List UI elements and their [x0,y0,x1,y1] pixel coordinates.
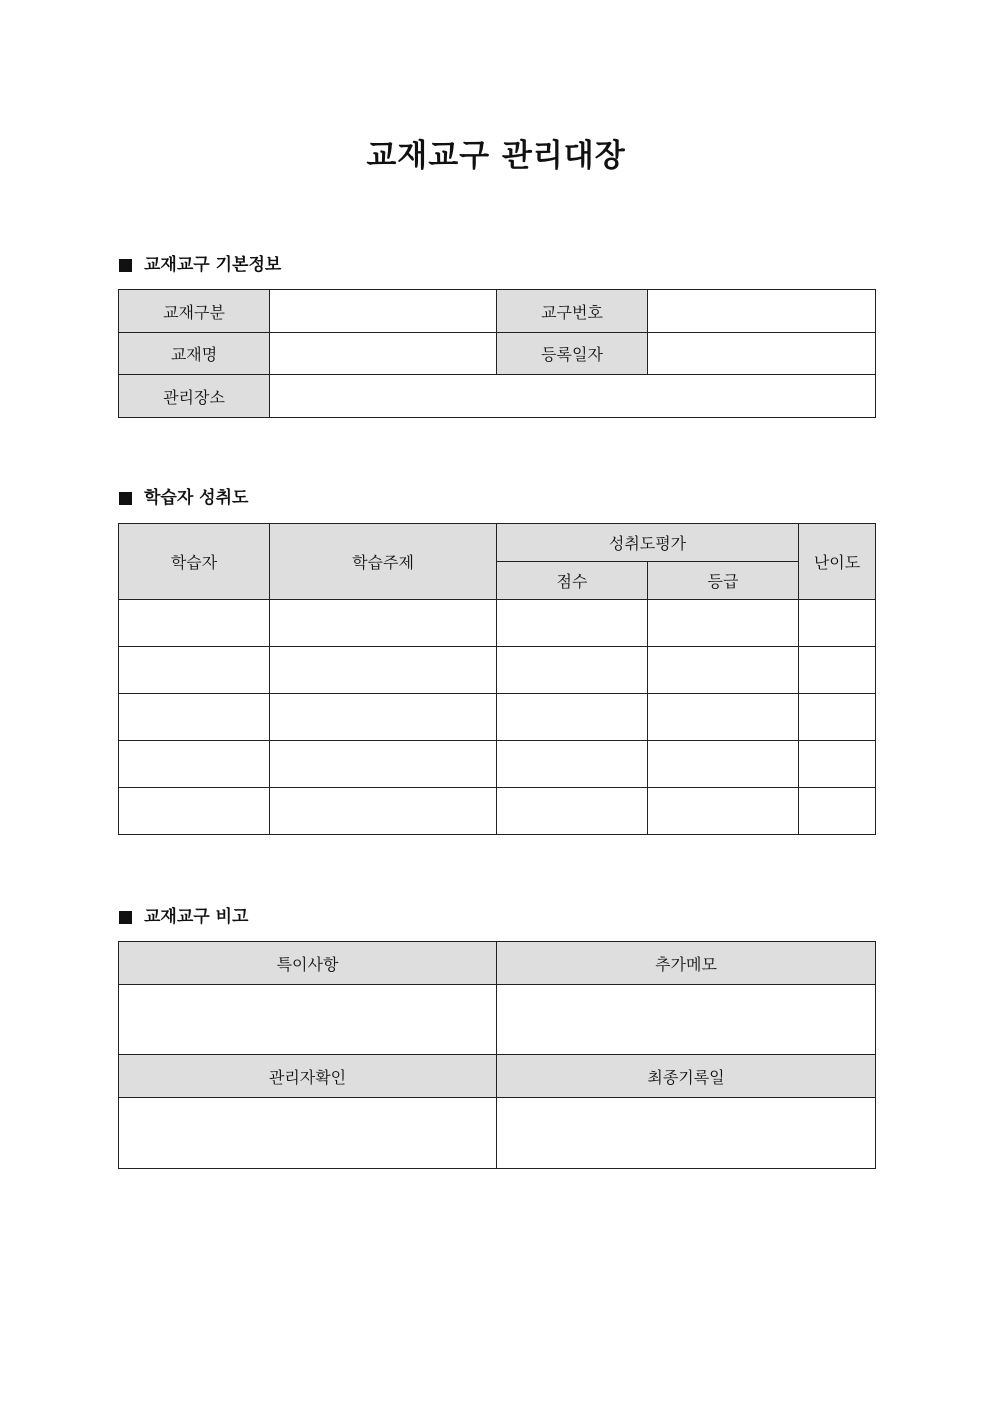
category-label: 교재구분 [119,290,270,333]
difficulty-cell[interactable] [799,788,876,835]
achievement-table [118,523,876,835]
table-row [119,600,876,647]
table-row [119,647,876,694]
manager-confirmation-field[interactable] [119,1098,497,1169]
special-notes-label: 특이사항 [119,942,497,985]
section-heading-label: 교재교구 비고 [144,907,249,927]
difficulty-cell[interactable] [799,741,876,788]
table-header-row [119,942,876,985]
learner-cell[interactable] [119,647,270,694]
manager-confirmation-label: 관리자확인 [119,1055,497,1098]
section-heading-label: 교재교구 기본정보 [144,255,282,275]
additional-memo-label: 추가메모 [497,942,876,985]
difficulty-cell[interactable] [799,600,876,647]
section-heading-basic-info [119,253,281,277]
score-cell[interactable] [497,600,648,647]
item-number-field[interactable] [648,290,876,333]
table-header-row [119,1055,876,1098]
location-label: 관리장소 [119,375,270,418]
difficulty-cell[interactable] [799,647,876,694]
grade-cell[interactable] [648,741,799,788]
grade-column-header: 등급 [648,562,799,600]
registered-date-field[interactable] [648,333,876,375]
learner-cell[interactable] [119,788,270,835]
topic-column-header: 학습주제 [270,524,497,600]
topic-cell[interactable] [270,647,497,694]
table-row [119,694,876,741]
section-heading-label: 학습자 성취도 [144,488,249,508]
basic-info-table [118,289,876,418]
difficulty-column-header: 난이도 [799,524,876,600]
learner-cell[interactable] [119,694,270,741]
topic-cell[interactable] [270,741,497,788]
item-number-label: 교구번호 [497,290,648,333]
grade-cell[interactable] [648,788,799,835]
table-row [119,788,876,835]
registered-date-label: 등록일자 [497,333,648,375]
square-bullet-icon [119,259,132,272]
score-cell[interactable] [497,741,648,788]
topic-cell[interactable] [270,694,497,741]
score-cell[interactable] [497,647,648,694]
table-row [119,985,876,1055]
last-record-date-label: 최종기록일 [497,1055,876,1098]
score-cell[interactable] [497,694,648,741]
learner-cell[interactable] [119,741,270,788]
additional-memo-field[interactable] [497,985,876,1055]
grade-cell[interactable] [648,694,799,741]
name-label: 교재명 [119,333,270,375]
special-notes-field[interactable] [119,985,497,1055]
square-bullet-icon [119,911,132,924]
learner-cell[interactable] [119,600,270,647]
square-bullet-icon [119,492,132,505]
last-record-date-field[interactable] [497,1098,876,1169]
remarks-table [118,941,876,1169]
table-row [119,290,876,333]
evaluation-column-header: 성취도평가 [497,524,799,562]
table-row [119,741,876,788]
section-heading-remarks [119,905,248,929]
page-title: 교재교구 관리대장 [366,138,626,174]
difficulty-cell[interactable] [799,694,876,741]
table-row [119,375,876,418]
section-heading-achievement [119,486,248,510]
grade-cell[interactable] [648,647,799,694]
category-field[interactable] [270,290,497,333]
table-header-row [119,524,876,562]
table-row [119,333,876,375]
location-field[interactable] [270,375,876,418]
name-field[interactable] [270,333,497,375]
learner-column-header: 학습자 [119,524,270,600]
grade-cell[interactable] [648,600,799,647]
score-cell[interactable] [497,788,648,835]
table-row [119,1098,876,1169]
topic-cell[interactable] [270,788,497,835]
topic-cell[interactable] [270,600,497,647]
score-column-header: 점수 [497,562,648,600]
